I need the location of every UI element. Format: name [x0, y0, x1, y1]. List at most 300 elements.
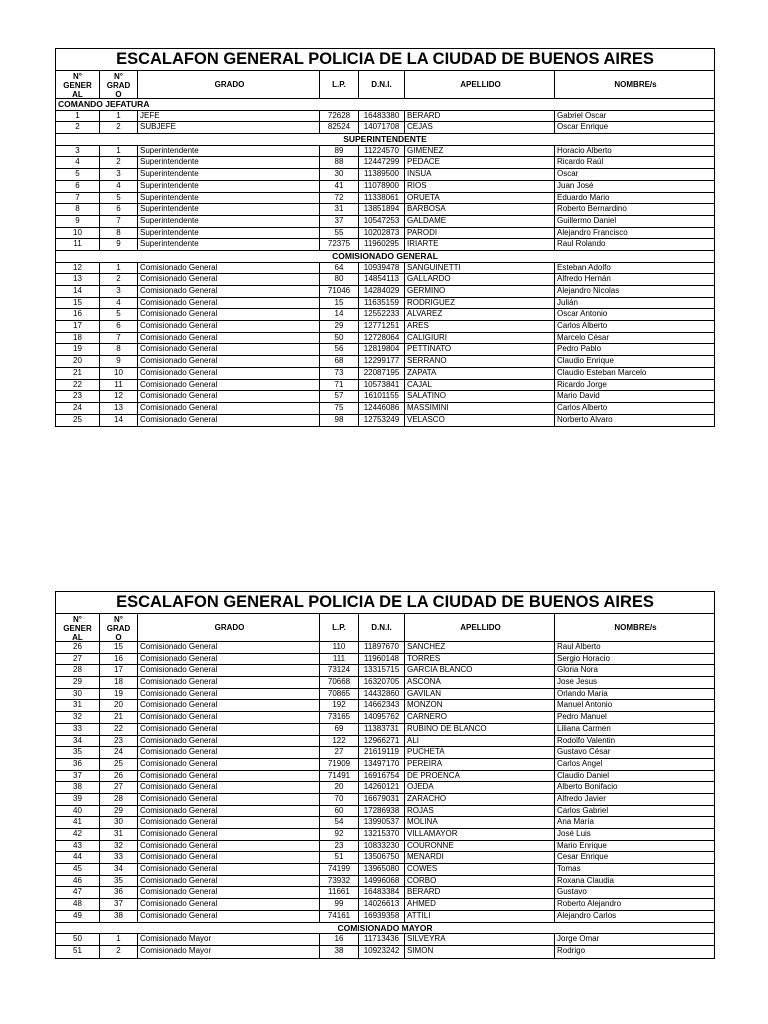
cell-nombre: Carlos Angel	[557, 758, 603, 768]
header-n-general	[56, 614, 100, 641]
cell-dni: 13506750	[359, 852, 405, 863]
table-row	[56, 380, 714, 392]
cell-n-general: 44	[56, 852, 100, 863]
cell-n-grado: 1	[100, 934, 138, 945]
header-apellido: APELLIDO	[405, 71, 555, 98]
cell-dni: 14432860	[359, 689, 405, 700]
cell-n-general: 50	[56, 934, 100, 945]
section-header: COMISIONADO MAYOR	[56, 923, 714, 935]
cell-n-general: 34	[56, 736, 100, 747]
cell-apellido: ASCONA	[405, 677, 555, 688]
cell-n-general: 45	[56, 864, 100, 875]
cell-nombre: Jose Jesus	[557, 677, 598, 687]
cell-apellido: BARBOSA	[405, 204, 555, 215]
cell-grado: Comisionado General	[138, 689, 320, 700]
cell-dni: 13851894	[359, 204, 405, 215]
cell-nombre: Rodolfo Valentin	[557, 735, 616, 745]
cell-n-grado: 10	[100, 368, 138, 379]
cell-grado: Superintendente	[138, 181, 320, 192]
cell-n-grado: 7	[100, 216, 138, 227]
cell-n-grado: 2	[100, 122, 138, 133]
cell-lp: 70865	[320, 689, 359, 700]
table-row	[56, 263, 714, 275]
table-row	[56, 391, 714, 403]
header-n-general-l1: N°	[73, 615, 82, 624]
cell-n-general: 48	[56, 899, 100, 910]
cell-lp: 92	[320, 829, 359, 840]
cell-n-general: 32	[56, 712, 100, 723]
cell-dni: 14662343	[359, 700, 405, 711]
cell-dni: 12819804	[359, 344, 405, 355]
cell-lp: 71	[320, 380, 359, 391]
table-row	[56, 771, 714, 783]
table-row	[56, 946, 714, 958]
cell-dni: 14071708	[359, 122, 405, 133]
cell-lp: 60	[320, 806, 359, 817]
cell-grado: Superintendente	[138, 193, 320, 204]
cell-grado: Comisionado General	[138, 747, 320, 758]
cell-lp: 30	[320, 169, 359, 180]
table-row	[56, 204, 714, 216]
cell-nombre: Liliana Carmen	[557, 723, 611, 733]
cell-apellido: GERMINO	[405, 286, 555, 297]
cell-n-general: 22	[56, 380, 100, 391]
cell-apellido: AHMED	[405, 899, 555, 910]
cell-grado: Comisionado General	[138, 771, 320, 782]
table-row	[56, 344, 714, 356]
cell-n-general: 41	[56, 817, 100, 828]
table-row	[56, 274, 714, 286]
table-header	[56, 614, 714, 642]
cell-dni: 10573841	[359, 380, 405, 391]
cell-dni: 14996068	[359, 876, 405, 887]
table-body	[56, 642, 714, 958]
cell-grado: Comisionado General	[138, 333, 320, 344]
cell-lp: 110	[320, 642, 359, 653]
cell-n-general: 40	[56, 806, 100, 817]
table-row	[56, 712, 714, 724]
cell-nombre: Gloria Nora	[557, 665, 598, 675]
cell-lp: 20	[320, 782, 359, 793]
cell-dni: 22087195	[359, 368, 405, 379]
cell-lp: 31	[320, 204, 359, 215]
cell-dni: 16939358	[359, 911, 405, 922]
cell-n-general: 8	[56, 204, 100, 215]
cell-n-grado: 37	[100, 899, 138, 910]
cell-n-general: 51	[56, 946, 100, 958]
cell-n-grado: 22	[100, 724, 138, 735]
cell-grado: Comisionado General	[138, 759, 320, 770]
cell-dni: 16483384	[359, 887, 405, 898]
cell-lp: 70	[320, 794, 359, 805]
cell-dni: 11224570	[359, 146, 405, 157]
cell-dni: 11960148	[359, 654, 405, 665]
cell-n-grado: 6	[100, 204, 138, 215]
cell-nombre: José Luis	[557, 829, 591, 838]
cell-lp: 71046	[320, 286, 359, 297]
cell-n-grado: 2	[100, 946, 138, 958]
cell-grado: Comisionado General	[138, 298, 320, 309]
cell-grado: Comisionado General	[138, 415, 320, 427]
cell-n-grado: 23	[100, 736, 138, 747]
cell-n-general: 28	[56, 665, 100, 676]
cell-lp: 64	[320, 263, 359, 274]
header-n-general	[56, 71, 100, 98]
cell-nombre: Eduardo Mario	[557, 192, 610, 202]
cell-apellido: SANCHEZ	[405, 642, 555, 653]
cell-n-grado: 1	[100, 263, 138, 274]
cell-dni: 10833230	[359, 841, 405, 852]
cell-dni: 12966271	[359, 736, 405, 747]
cell-grado: Comisionado General	[138, 876, 320, 887]
cell-n-grado: 30	[100, 817, 138, 828]
table-row	[56, 736, 714, 748]
cell-nombre: Oscar Antonio	[557, 309, 608, 319]
section-header: SUPERINTENDENTE	[56, 134, 714, 146]
cell-grado: Comisionado General	[138, 391, 320, 402]
cell-lp: 88	[320, 157, 359, 168]
cell-dni: 11078900	[359, 181, 405, 192]
cell-n-grado: 15	[100, 642, 138, 653]
cell-apellido: MOLINA	[405, 817, 555, 828]
cell-n-general: 17	[56, 321, 100, 332]
cell-nombre: Oscar	[557, 169, 579, 179]
cell-n-grado: 7	[100, 333, 138, 344]
cell-grado: Comisionado General	[138, 403, 320, 414]
cell-nombre: Juan José	[557, 180, 594, 190]
cell-apellido: ALVAREZ	[405, 309, 555, 320]
table-row	[56, 309, 714, 321]
header-lp: L.P.	[320, 614, 359, 641]
cell-n-general: 21	[56, 368, 100, 379]
cell-apellido: ORUETA	[405, 193, 555, 204]
table-row	[56, 876, 714, 888]
cell-grado: Comisionado General	[138, 864, 320, 875]
cell-lp: 71909	[320, 759, 359, 770]
cell-lp: 111	[320, 654, 359, 665]
cell-nombre: Raul Rolando	[557, 239, 606, 249]
header-grado: GRADO	[138, 71, 320, 98]
cell-n-general: 35	[56, 747, 100, 758]
cell-lp: 73932	[320, 876, 359, 887]
cell-dni: 12771251	[359, 321, 405, 332]
cell-n-grado: 8	[100, 344, 138, 355]
table-row	[56, 169, 714, 181]
cell-apellido: RODRIGUEZ	[405, 298, 555, 309]
cell-dni: 14095762	[359, 712, 405, 723]
table-row	[56, 747, 714, 759]
cell-n-grado: 3	[100, 286, 138, 297]
cell-nombre: Mario David	[557, 391, 600, 401]
cell-grado: Comisionado General	[138, 794, 320, 805]
header-n-general-l3: AL	[72, 90, 83, 98]
cell-apellido: PEREIRA	[405, 759, 555, 770]
cell-nombre: Gustavo	[557, 887, 587, 897]
cell-grado: Comisionado General	[138, 806, 320, 817]
cell-n-general: 18	[56, 333, 100, 344]
cell-dni: 11897670	[359, 642, 405, 653]
cell-nombre: Alejandro Carlos	[557, 910, 617, 920]
cell-apellido: RUBINO DE BLANCO	[405, 724, 555, 735]
cell-nombre: Claudio Enrique	[557, 356, 614, 366]
cell-apellido: MONZON	[405, 700, 555, 711]
cell-apellido: ZAPATA	[405, 368, 555, 379]
cell-dni: 10202873	[359, 228, 405, 239]
table-row	[56, 321, 714, 333]
header-dni: D.N.I.	[359, 614, 405, 641]
cell-dni: 10923242	[359, 946, 405, 958]
cell-n-general: 7	[56, 193, 100, 204]
cell-lp: 73	[320, 368, 359, 379]
cell-grado: Comisionado General	[138, 274, 320, 285]
cell-nombre: Gustavo César	[557, 747, 611, 757]
cell-n-general: 47	[56, 887, 100, 898]
cell-dni: 11338061	[359, 193, 405, 204]
table-row	[56, 181, 714, 193]
cell-lp: 72	[320, 193, 359, 204]
cell-grado: Comisionado General	[138, 782, 320, 793]
cell-lp: 72628	[320, 111, 359, 122]
cell-nombre: Alfredo Javier	[557, 793, 606, 803]
table-row	[56, 700, 714, 712]
cell-nombre: Cesar Enrique	[557, 852, 609, 862]
cell-grado: Superintendente	[138, 216, 320, 227]
cell-nombre: Oscar Enrique	[557, 122, 609, 132]
cell-apellido: ROJAS	[405, 806, 555, 817]
table-row	[56, 122, 714, 134]
cell-dni: 14284029	[359, 286, 405, 297]
cell-grado: Superintendente	[138, 157, 320, 168]
cell-lp: 73165	[320, 712, 359, 723]
cell-grado: Comisionado General	[138, 736, 320, 747]
cell-nombre: Sergio Horacio	[557, 653, 610, 663]
cell-apellido: CEJAS	[405, 122, 555, 133]
cell-apellido: BERARD	[405, 111, 555, 122]
cell-grado: Comisionado General	[138, 380, 320, 391]
header-n-grado	[100, 71, 138, 98]
cell-apellido: CORBO	[405, 876, 555, 887]
cell-lp: 72375	[320, 239, 359, 250]
cell-nombre: Raul Alberto	[557, 642, 601, 651]
cell-nombre: Carlos Gabriel	[557, 805, 609, 815]
cell-nombre: Alejandro Francisco	[557, 227, 628, 237]
cell-nombre: Roberto Alejandro	[557, 899, 622, 909]
cell-n-general: 2	[56, 122, 100, 133]
table-row	[56, 146, 714, 158]
cell-n-general: 25	[56, 415, 100, 427]
table-row	[56, 368, 714, 380]
cell-nombre: Manuel Antonio	[557, 700, 613, 710]
cell-apellido: OJEDA	[405, 782, 555, 793]
table-row	[56, 782, 714, 794]
cell-nombre: Pedro Manuel	[557, 712, 607, 722]
cell-n-grado: 4	[100, 181, 138, 192]
cell-dni: 16320705	[359, 677, 405, 688]
cell-grado: Comisionado General	[138, 829, 320, 840]
cell-n-general: 19	[56, 344, 100, 355]
cell-grado: Comisionado General	[138, 665, 320, 676]
cell-nombre: Pedro Pablo	[557, 344, 602, 354]
cell-lp: 50	[320, 333, 359, 344]
cell-lp: 70668	[320, 677, 359, 688]
cell-n-general: 24	[56, 403, 100, 414]
cell-n-grado: 13	[100, 403, 138, 414]
cell-grado: Comisionado General	[138, 309, 320, 320]
cell-n-general: 37	[56, 771, 100, 782]
cell-n-general: 36	[56, 759, 100, 770]
cell-n-grado: 20	[100, 700, 138, 711]
cell-nombre: Norberto Alvaro	[557, 414, 613, 424]
cell-lp: 71491	[320, 771, 359, 782]
cell-apellido: ATTILI	[405, 911, 555, 922]
cell-dni: 12753249	[359, 415, 405, 427]
table-header	[56, 71, 714, 99]
header-n-grado-l1: N°	[114, 615, 123, 624]
cell-nombre: Marcelo César	[557, 332, 610, 342]
table-row	[56, 403, 714, 415]
cell-grado: Comisionado General	[138, 677, 320, 688]
cell-n-grado: 5	[100, 193, 138, 204]
cell-n-grado: 2	[100, 274, 138, 285]
table-row	[56, 841, 714, 853]
cell-grado: Comisionado General	[138, 911, 320, 922]
cell-n-grado: 8	[100, 228, 138, 239]
table-row	[56, 415, 714, 427]
cell-n-grado: 38	[100, 911, 138, 922]
header-n-grado-l3: O	[115, 90, 122, 98]
section-header: COMISIONADO GENERAL	[56, 251, 714, 263]
table-row	[56, 852, 714, 864]
header-n-grado	[100, 614, 138, 641]
cell-n-grado: 6	[100, 321, 138, 332]
cell-n-grado: 2	[100, 157, 138, 168]
cell-n-grado: 1	[100, 111, 138, 122]
header-n-general-l3: AL	[72, 633, 83, 641]
cell-dni: 11383731	[359, 724, 405, 735]
cell-dni: 12728064	[359, 333, 405, 344]
cell-nombre: Ana María	[557, 817, 594, 827]
cell-n-general: 9	[56, 216, 100, 227]
cell-n-grado: 33	[100, 852, 138, 863]
cell-lp: 29	[320, 321, 359, 332]
cell-dni: 11389500	[359, 169, 405, 180]
cell-grado: Superintendente	[138, 228, 320, 239]
cell-dni: 10939478	[359, 263, 405, 274]
cell-n-general: 27	[56, 654, 100, 665]
cell-lp: 54	[320, 817, 359, 828]
cell-dni: 16483380	[359, 111, 405, 122]
cell-apellido: RIOS	[405, 181, 555, 192]
table-row	[56, 887, 714, 899]
cell-dni: 14260121	[359, 782, 405, 793]
cell-n-general: 15	[56, 298, 100, 309]
cell-apellido: VELASCO	[405, 415, 555, 427]
cell-grado: Comisionado Mayor	[138, 946, 320, 958]
cell-grado: Comisionado General	[138, 344, 320, 355]
cell-grado: Comisionado General	[138, 700, 320, 711]
cell-nombre: Alfredo Hernán	[557, 274, 611, 284]
table-row	[56, 333, 714, 345]
cell-n-grado: 16	[100, 654, 138, 665]
header-n-grado-l2: GRAD	[106, 81, 131, 90]
cell-nombre: Roxana Claudia	[557, 875, 614, 885]
cell-lp: 122	[320, 736, 359, 747]
cell-n-grado: 18	[100, 677, 138, 688]
cell-n-general: 46	[56, 876, 100, 887]
cell-dni: 13497170	[359, 759, 405, 770]
cell-grado: Comisionado General	[138, 712, 320, 723]
cell-grado: Comisionado General	[138, 286, 320, 297]
table-row	[56, 817, 714, 829]
cell-lp: 38	[320, 946, 359, 958]
cell-n-general: 49	[56, 911, 100, 922]
cell-n-general: 29	[56, 677, 100, 688]
cell-n-grado: 31	[100, 829, 138, 840]
cell-apellido: GARCIA BLANCO	[405, 665, 555, 676]
cell-apellido: PARODI	[405, 228, 555, 239]
header-n-general-l1: N°	[73, 72, 82, 81]
header-n-grado-l2: GRAD	[106, 624, 131, 633]
cell-nombre: Roberto Bernardino	[557, 204, 627, 214]
table-row	[56, 239, 714, 251]
cell-nombre: Horacio Alberto	[557, 145, 612, 155]
cell-apellido: SERRANO	[405, 356, 555, 367]
cell-nombre: Alberto Bonifacio	[557, 782, 618, 792]
cell-n-grado: 9	[100, 239, 138, 250]
table-title: ESCALAFON GENERAL POLICIA DE LA CIUDAD DE BUENOS AIRES	[56, 592, 714, 614]
cell-n-grado: 11	[100, 380, 138, 391]
table-row	[56, 157, 714, 169]
cell-dni: 13315715	[359, 665, 405, 676]
cell-lp: 55	[320, 228, 359, 239]
cell-apellido: ALI	[405, 736, 555, 747]
cell-apellido: CAJAL	[405, 380, 555, 391]
cell-n-general: 31	[56, 700, 100, 711]
cell-apellido: CARNERO	[405, 712, 555, 723]
cell-n-grado: 28	[100, 794, 138, 805]
cell-apellido: MENARDI	[405, 852, 555, 863]
cell-n-grado: 19	[100, 689, 138, 700]
cell-lp: 15	[320, 298, 359, 309]
cell-dni: 11960295	[359, 239, 405, 250]
cell-dni: 12446086	[359, 403, 405, 414]
cell-lp: 51	[320, 852, 359, 863]
table-body	[56, 99, 714, 426]
cell-n-general: 6	[56, 181, 100, 192]
cell-n-grado: 12	[100, 391, 138, 402]
cell-n-grado: 21	[100, 712, 138, 723]
table-row	[56, 677, 714, 689]
cell-n-general: 23	[56, 391, 100, 402]
cell-n-grado: 1	[100, 146, 138, 157]
cell-n-grado: 26	[100, 771, 138, 782]
cell-apellido: GALDAME	[405, 216, 555, 227]
cell-n-grado: 3	[100, 169, 138, 180]
cell-apellido: COURONNE	[405, 841, 555, 852]
table-row	[56, 689, 714, 701]
cell-n-grado: 14	[100, 415, 138, 427]
cell-apellido: PEDACE	[405, 157, 555, 168]
cell-lp: 11661	[320, 887, 359, 898]
cell-n-grado: 27	[100, 782, 138, 793]
cell-grado: Comisionado General	[138, 642, 320, 653]
table-row	[56, 899, 714, 911]
cell-dni: 11713436	[359, 934, 405, 945]
cell-apellido: SILVEYRA	[405, 934, 555, 945]
table-row	[56, 356, 714, 368]
cell-lp: 98	[320, 415, 359, 427]
cell-dni: 13965080	[359, 864, 405, 875]
